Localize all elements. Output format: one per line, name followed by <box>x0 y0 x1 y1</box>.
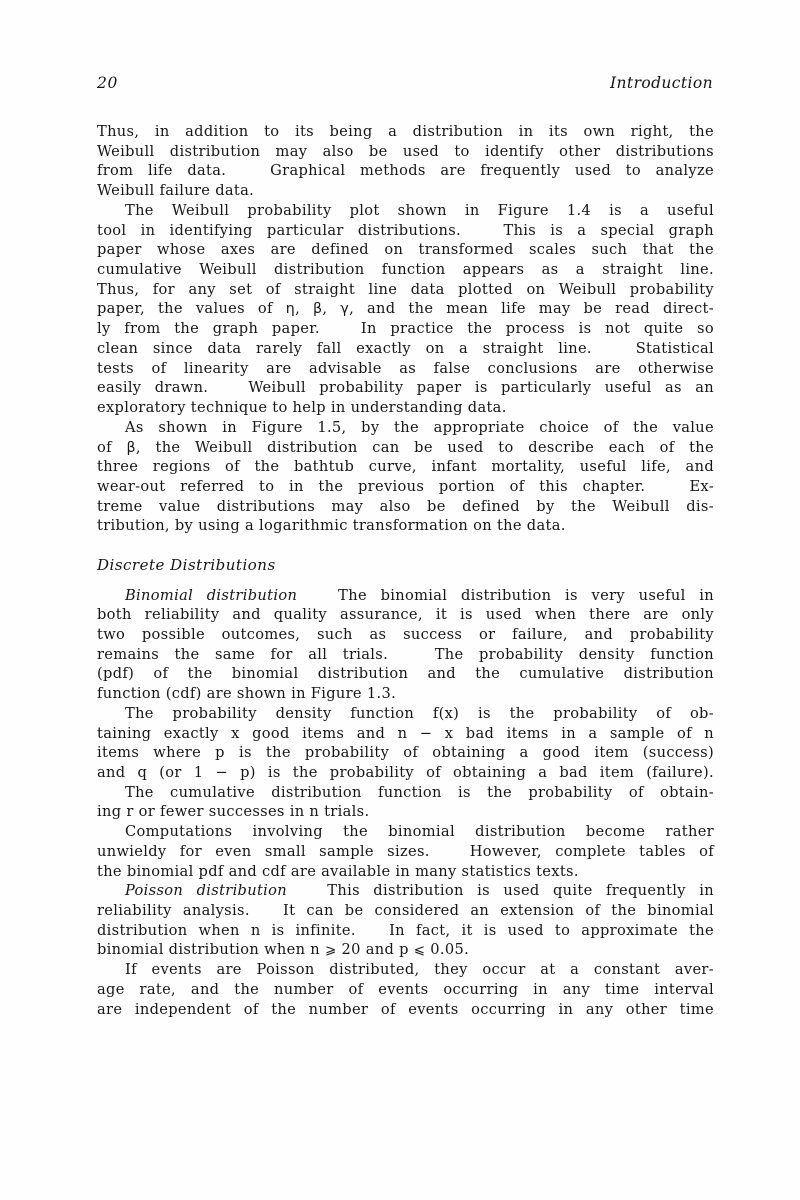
text-line: ly from the graph paper. In practice the process is not quite so <box>97 320 714 338</box>
running-head-title: Introduction <box>610 74 713 92</box>
text-line: This distribution is used quite frequently in <box>287 882 714 900</box>
text-line: ing r or fewer successes in n trials. <box>97 803 370 821</box>
text-line: items where p is the probability of obtaining a good item (success) <box>97 744 714 762</box>
text-line: (pdf) of the binomial distribution and the cumulative distribution <box>97 665 714 683</box>
text-line: If events are Poisson distributed, they occur at a constant aver- <box>125 961 714 979</box>
paragraph-pdf-definition <box>97 704 714 783</box>
text-line: both reliability and quality assurance, it is used when there are only <box>97 606 714 624</box>
text-line: Thus, for any set of straight line data plotted on Weibull probability <box>97 280 714 298</box>
paragraph-poisson-distribution <box>97 881 714 960</box>
text-line: remains the same for all trials. The probability density function <box>97 645 714 663</box>
gamma-symbol: γ <box>340 301 350 318</box>
greater-equal-symbol: ⩾ <box>324 943 337 959</box>
text-line: unwieldy for even small sample sizes. However, complete tables of <box>97 842 714 860</box>
text-line: exploratory technique to help in understanding data. <box>97 399 507 417</box>
section-heading: Discrete Distributions <box>97 555 276 574</box>
heading-spacer <box>97 576 714 586</box>
text-line: clean since data rarely fall exactly on a straight line. Statistical <box>97 339 714 357</box>
text-line: are independent of the number of events occurring in any other time <box>97 1000 714 1018</box>
text-line: The cumulative distribution function is the probability of obtain- <box>125 783 714 801</box>
eta-symbol: η <box>285 301 296 318</box>
paragraph-weibull-identify <box>97 122 714 201</box>
text-line: the binomial pdf and cdf are available in many statistics texts. <box>97 862 579 880</box>
text-line: Weibull failure data. <box>97 182 255 200</box>
text-line-runin <box>97 881 714 901</box>
text-line: tool in identifying particular distributions. This is a special graph <box>97 221 714 239</box>
text-line: paper whose axes are defined on transformed scales such that the <box>97 241 714 259</box>
text-line-math: binomial distribution when n ⩾ 20 and p ⩽ 0.05. <box>97 941 470 959</box>
running-head <box>97 74 713 98</box>
less-equal-symbol: ⩽ <box>413 943 426 959</box>
text-line: The probability density function f(x) is the probability of ob- <box>125 704 714 722</box>
text-line: tests of linearity are advisable as false conclusions are otherwise <box>97 359 714 377</box>
paragraph-computations <box>97 822 714 881</box>
section-spacer <box>97 536 714 556</box>
beta-symbol: β <box>313 301 323 318</box>
text-line: taining exactly x good items and n − x bad items in a sample of n <box>97 724 714 742</box>
text-line-runin <box>97 586 714 606</box>
text-line: from life data. Graphical methods are frequently used to analyze <box>97 162 714 180</box>
text-line: and q (or 1 − p) is the probability of obtaining a bad item (failure). <box>97 764 714 781</box>
paragraph-weibull-probability-plot <box>97 201 714 418</box>
text-line-greek: paper, the values of η, β, γ, and the mean life may be read direct- <box>97 300 714 318</box>
text-line: tribution, by using a logarithmic transformation on the data. <box>97 517 566 535</box>
body-text <box>97 122 714 1019</box>
text-line: easily drawn. Weibull probability paper is particularly useful as an <box>97 379 714 397</box>
text-line: Computations involving the binomial distribution become rather <box>125 823 714 841</box>
text-line: treme value distributions may also be defined by the Weibull dis- <box>97 497 714 515</box>
text-line: As shown in Figure 1.5, by the appropriate choice of the value <box>125 418 714 436</box>
beta-symbol: β <box>126 439 136 456</box>
text-line-greek: of β, the Weibull distribution can be used to describe each of the <box>97 438 714 456</box>
run-in-heading-binomial: Binomial distribution <box>125 586 298 604</box>
text-line: reliability analysis. It can be considered an extension of the binomial <box>97 902 714 920</box>
page-number: 20 <box>97 74 118 92</box>
run-in-heading-poisson: Poisson distribution <box>125 882 288 900</box>
text-line: The binomial distribution is very useful in <box>297 586 714 604</box>
paragraph-binomial-distribution <box>97 586 714 704</box>
text-line: distribution when n is infinite. In fact, it is used to approximate the <box>97 921 714 939</box>
text-line: The Weibull probability plot shown in Figure 1.4 is a useful <box>125 201 714 219</box>
paragraph-bathtub-curve <box>97 418 714 536</box>
text-line: Weibull distribution may also be used to identify other distributions <box>97 142 714 160</box>
text-line: age rate, and the number of events occurring in any time interval <box>97 980 714 998</box>
text-line: cumulative Weibull distribution function appears as a straight line. <box>97 261 714 279</box>
paragraph-cdf-definition <box>97 783 714 822</box>
text-line: wear-out referred to in the previous portion of this chapter. Ex- <box>97 477 714 495</box>
text-line: Thus, in addition to its being a distribution in its own right, the <box>97 123 714 140</box>
text-line: function (cdf) are shown in Figure 1.3. <box>97 685 397 703</box>
text-line: two possible outcomes, such as success or failure, and probability <box>97 625 714 643</box>
paragraph-poisson-events <box>97 960 714 1019</box>
text-line: three regions of the bathtub curve, infant mortality, useful life, and <box>97 458 714 476</box>
